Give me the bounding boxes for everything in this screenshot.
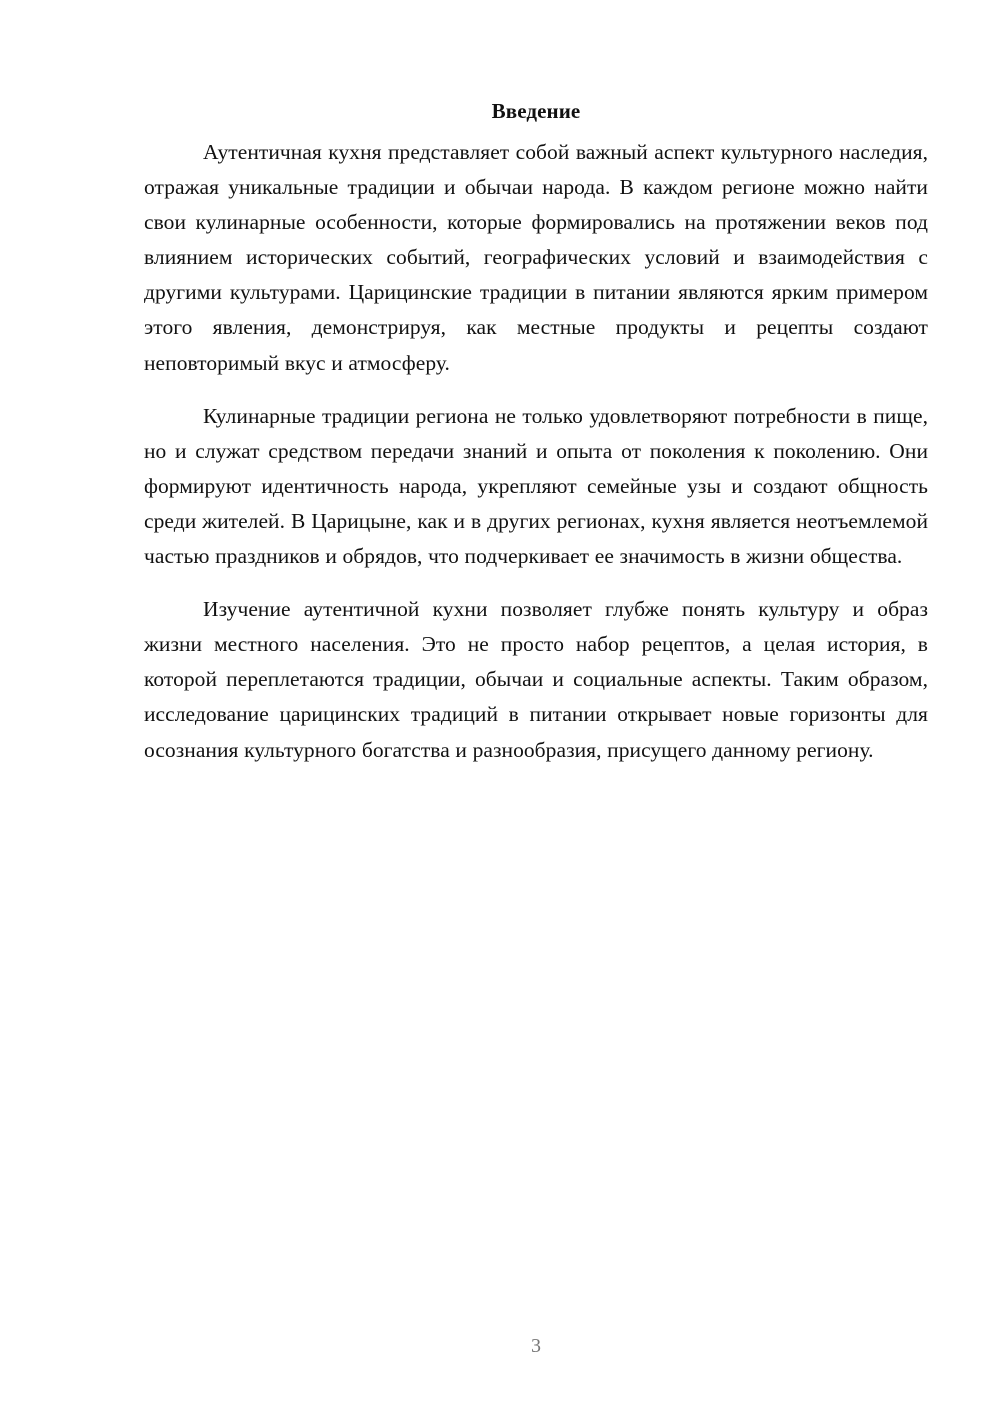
section-title: Введение (491, 99, 581, 123)
page-number: 3 (531, 1335, 541, 1357)
intro-paragraph-2: Кулинарные традиции региона не только удовлетворяют потребности в пище, но и служат средством передачи знаний и опыта от поколения к поколению. Они формируют идентичность народа, укрепляют семейные узы и создают общность среди жителей. В Царицыне, как и в других регионах, кухня является неотъемлемой частью праздников и обрядов, что подчеркивает ее значимость в жизни общества. (144, 403, 928, 569)
intro-paragraph-3: Изучение аутентичной кухни позволяет глубже понять культуру и образ жизни местного населения. Это не просто набор рецептов, а целая история, в которой переплетаются традиции, обычаи и социальные аспекты. Таким образом, исследование царицинских традиций в питании открывает новые горизонты для осознания культурного богатства и разнообразия, присущего данному региону. (144, 597, 928, 762)
document-content (144, 94, 928, 786)
intro-paragraph-1: Аутентичная кухня представляет собой важный аспект культурного наследия, отражая уникальные традиции и обычаи народа. В каждом регионе можно найти свои кулинарные особенности, которые формировались на протяжении веков под влиянием исторических событий, географических условий и взаимодействия с другими культурами. Царицинские традиции в питании являются ярким примером этого явления, демонстрируя, как местные продукты и рецепты создают неповторимый вкус и атмосферу. (144, 140, 928, 375)
